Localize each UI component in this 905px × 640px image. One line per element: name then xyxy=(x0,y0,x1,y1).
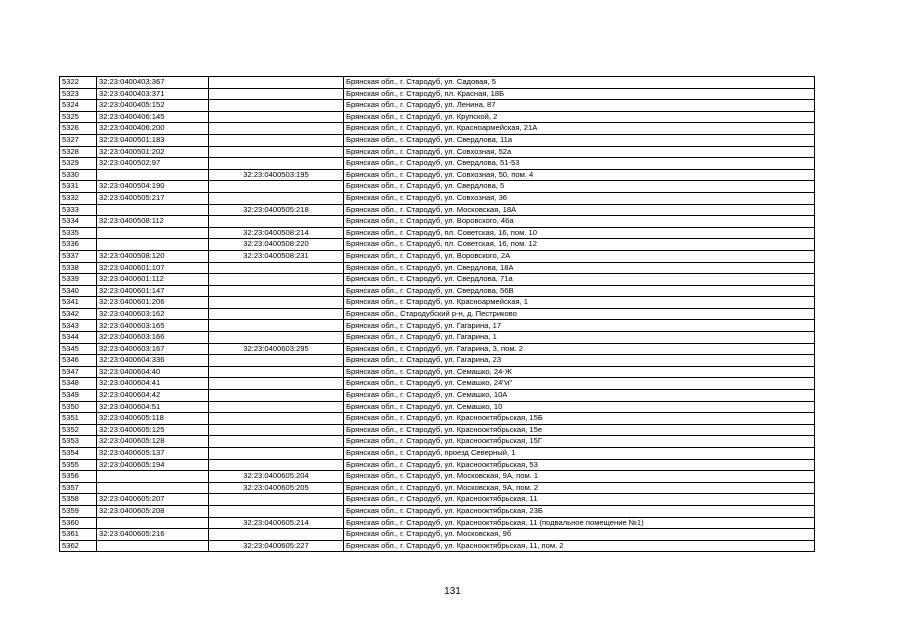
row-number-cell: 5337 xyxy=(60,250,97,262)
row-number-cell: 5353 xyxy=(60,436,97,448)
address-cell: Брянская обл., г. Стародуб, проезд Северный, 1 xyxy=(344,448,815,460)
row-number-cell: 5345 xyxy=(60,343,97,355)
table-row xyxy=(60,494,815,506)
address-cell: Брянская обл., г. Стародуб, ул. Московская, 18А xyxy=(344,204,815,216)
premises-cadastral-number-cell xyxy=(209,448,344,460)
table-row xyxy=(60,332,815,344)
cadastral-number-cell: 32:23:0400604:336 xyxy=(97,355,209,367)
address-cell: Брянская обл., г. Стародуб, ул. Совхозная, 36 xyxy=(344,192,815,204)
table-row xyxy=(60,297,815,309)
premises-cadastral-number-cell xyxy=(209,529,344,541)
table-row xyxy=(60,436,815,448)
address-cell: Брянская обл., г. Стародуб, ул. Свердлова, 71а xyxy=(344,274,815,286)
premises-cadastral-number-cell xyxy=(209,505,344,517)
address-cell: Брянская обл., г. Стародуб, ул. Ленина, 87 xyxy=(344,100,815,112)
table-row xyxy=(60,192,815,204)
table-row xyxy=(60,482,815,494)
premises-cadastral-number-cell: 32:23:0400508:231 xyxy=(209,250,344,262)
table-row xyxy=(60,471,815,483)
row-number-cell: 5328 xyxy=(60,146,97,158)
table-row xyxy=(60,366,815,378)
row-number-cell: 5346 xyxy=(60,355,97,367)
cadastral-number-cell: 32:23:0400502:97 xyxy=(97,158,209,170)
table-row xyxy=(60,308,815,320)
row-number-cell: 5323 xyxy=(60,88,97,100)
table-row xyxy=(60,320,815,332)
cadastral-number-cell: 32:23:0400604:42 xyxy=(97,390,209,402)
premises-cadastral-number-cell xyxy=(209,413,344,425)
row-number-cell: 5342 xyxy=(60,308,97,320)
premises-cadastral-number-cell xyxy=(209,100,344,112)
premises-cadastral-number-cell xyxy=(209,459,344,471)
address-cell: Брянская обл., г. Стародуб, ул. Краснооктябрьская, 11 (подвальное помещение №1) xyxy=(344,517,815,529)
premises-cadastral-number-cell: 32:23:0400508:220 xyxy=(209,239,344,251)
cadastral-number-cell xyxy=(97,204,209,216)
address-cell: Брянская обл., г. Стародуб, ул. Совхозная, 50, пом. 4 xyxy=(344,169,815,181)
table-row xyxy=(60,401,815,413)
address-cell: Брянская обл., г. Стародуб, ул. Московская, 9А, пом. 2 xyxy=(344,482,815,494)
row-number-cell: 5349 xyxy=(60,390,97,402)
row-number-cell: 5329 xyxy=(60,158,97,170)
premises-cadastral-number-cell xyxy=(209,308,344,320)
row-number-cell: 5335 xyxy=(60,227,97,239)
cadastral-number-cell xyxy=(97,239,209,251)
premises-cadastral-number-cell: 32:23:0400505:218 xyxy=(209,204,344,216)
registry-table-body xyxy=(60,77,815,552)
row-number-cell: 5354 xyxy=(60,448,97,460)
row-number-cell: 5357 xyxy=(60,482,97,494)
cadastral-number-cell: 32:23:0400601:107 xyxy=(97,262,209,274)
cadastral-number-cell: 32:23:0400505:217 xyxy=(97,192,209,204)
table-row xyxy=(60,158,815,170)
table-row xyxy=(60,227,815,239)
premises-cadastral-number-cell: 32:23:0400508:214 xyxy=(209,227,344,239)
cadastral-number-cell: 32:23:0400508:112 xyxy=(97,216,209,228)
row-number-cell: 5334 xyxy=(60,216,97,228)
cadastral-number-cell: 32:23:0400406:200 xyxy=(97,123,209,135)
cadastral-number-cell: 32:23:0400504:190 xyxy=(97,181,209,193)
cadastral-number-cell xyxy=(97,227,209,239)
premises-cadastral-number-cell xyxy=(209,424,344,436)
table-row xyxy=(60,146,815,158)
row-number-cell: 5358 xyxy=(60,494,97,506)
cadastral-number-cell: 32:23:0400501:202 xyxy=(97,146,209,158)
cadastral-number-cell: 32:23:0400604:51 xyxy=(97,401,209,413)
premises-cadastral-number-cell xyxy=(209,262,344,274)
table-row xyxy=(60,517,815,529)
address-cell: Брянская обл., г. Стародуб, ул. Гагарина, 17 xyxy=(344,320,815,332)
row-number-cell: 5350 xyxy=(60,401,97,413)
address-cell: Брянская обл., г. Стародуб, пл. Советская, 16, пом. 12 xyxy=(344,239,815,251)
page-number: 131 xyxy=(444,586,461,597)
premises-cadastral-number-cell xyxy=(209,401,344,413)
address-cell: Брянская обл., г. Стародуб, ул. Крупской, 2 xyxy=(344,111,815,123)
address-cell: Брянская обл., г. Стародуб, ул. Московская, 9б xyxy=(344,529,815,541)
table-row xyxy=(60,413,815,425)
premises-cadastral-number-cell xyxy=(209,378,344,390)
cadastral-number-cell: 32:23:0400601:147 xyxy=(97,285,209,297)
row-number-cell: 5338 xyxy=(60,262,97,274)
address-cell: Брянская обл., Стародубский р-н, д. Пестриково xyxy=(344,308,815,320)
cadastral-number-cell xyxy=(97,482,209,494)
cadastral-number-cell: 32:23:0400605:128 xyxy=(97,436,209,448)
premises-cadastral-number-cell: 32:23:0400605:227 xyxy=(209,540,344,552)
cadastral-number-cell: 32:23:0400403:371 xyxy=(97,88,209,100)
premises-cadastral-number-cell xyxy=(209,123,344,135)
row-number-cell: 5351 xyxy=(60,413,97,425)
row-number-cell: 5348 xyxy=(60,378,97,390)
cadastral-number-cell: 32:23:0400508:120 xyxy=(97,250,209,262)
cadastral-number-cell: 32:23:0400605:194 xyxy=(97,459,209,471)
registry-table xyxy=(59,76,815,552)
cadastral-number-cell xyxy=(97,517,209,529)
cadastral-number-cell: 32:23:0400406:145 xyxy=(97,111,209,123)
address-cell: Брянская обл., г. Стародуб, ул. Свердлова, 56В xyxy=(344,285,815,297)
cadastral-number-cell: 32:23:0400501:183 xyxy=(97,134,209,146)
premises-cadastral-number-cell xyxy=(209,134,344,146)
address-cell: Брянская обл., г. Стародуб, ул. Семашко, 24-Ж xyxy=(344,366,815,378)
table-row xyxy=(60,529,815,541)
cadastral-number-cell: 32:23:0400604:40 xyxy=(97,366,209,378)
row-number-cell: 5332 xyxy=(60,192,97,204)
row-number-cell: 5327 xyxy=(60,134,97,146)
cadastral-number-cell: 32:23:0400403:367 xyxy=(97,77,209,89)
cadastral-number-cell: 32:23:0400605:208 xyxy=(97,505,209,517)
premises-cadastral-number-cell xyxy=(209,192,344,204)
premises-cadastral-number-cell: 32:23:0400605:214 xyxy=(209,517,344,529)
row-number-cell: 5340 xyxy=(60,285,97,297)
table-row xyxy=(60,250,815,262)
table-row xyxy=(60,459,815,471)
table-row xyxy=(60,343,815,355)
address-cell: Брянская обл., г. Стародуб, ул. Садовая, 5 xyxy=(344,77,815,89)
address-cell: Брянская обл., г. Стародуб, ул. Московская, 9А, пом. 1 xyxy=(344,471,815,483)
address-cell: Брянская обл., г. Стародуб, ул. Гагарина, 23 xyxy=(344,355,815,367)
premises-cadastral-number-cell xyxy=(209,285,344,297)
premises-cadastral-number-cell xyxy=(209,158,344,170)
row-number-cell: 5356 xyxy=(60,471,97,483)
cadastral-number-cell xyxy=(97,169,209,181)
row-number-cell: 5344 xyxy=(60,332,97,344)
table-row xyxy=(60,204,815,216)
premises-cadastral-number-cell xyxy=(209,88,344,100)
premises-cadastral-number-cell xyxy=(209,111,344,123)
row-number-cell: 5352 xyxy=(60,424,97,436)
premises-cadastral-number-cell xyxy=(209,146,344,158)
cadastral-number-cell: 32:23:0400405:152 xyxy=(97,100,209,112)
premises-cadastral-number-cell: 32:23:0400605:204 xyxy=(209,471,344,483)
row-number-cell: 5362 xyxy=(60,540,97,552)
row-number-cell: 5330 xyxy=(60,169,97,181)
premises-cadastral-number-cell xyxy=(209,181,344,193)
row-number-cell: 5331 xyxy=(60,181,97,193)
cadastral-number-cell: 32:23:0400603:166 xyxy=(97,332,209,344)
row-number-cell: 5347 xyxy=(60,366,97,378)
cadastral-number-cell: 32:23:0400605:125 xyxy=(97,424,209,436)
cadastral-number-cell: 32:23:0400603:167 xyxy=(97,343,209,355)
address-cell: Брянская обл., г. Стародуб, ул. Свердлова, 5 xyxy=(344,181,815,193)
table-row xyxy=(60,285,815,297)
row-number-cell: 5360 xyxy=(60,517,97,529)
premises-cadastral-number-cell xyxy=(209,332,344,344)
address-cell: Брянская обл., г. Стародуб, пл. Красная, 18Б xyxy=(344,88,815,100)
address-cell: Брянская обл., г. Стародуб, ул. Семашко, 24"и" xyxy=(344,378,815,390)
row-number-cell: 5325 xyxy=(60,111,97,123)
row-number-cell: 5341 xyxy=(60,297,97,309)
table-row xyxy=(60,390,815,402)
table-row xyxy=(60,123,815,135)
row-number-cell: 5361 xyxy=(60,529,97,541)
premises-cadastral-number-cell xyxy=(209,366,344,378)
cadastral-number-cell: 32:23:0400605:207 xyxy=(97,494,209,506)
cadastral-number-cell: 32:23:0400605:216 xyxy=(97,529,209,541)
address-cell: Брянская обл., г. Стародуб, ул. Краснооктябрьская, 23Б xyxy=(344,505,815,517)
cadastral-number-cell xyxy=(97,540,209,552)
address-cell: Брянская обл., г. Стародуб, ул. Краснооктябрьская, 15е xyxy=(344,424,815,436)
address-cell: Брянская обл., г. Стародуб, ул. Гагарина, 3, пом. 2 xyxy=(344,343,815,355)
cadastral-number-cell: 32:23:0400603:165 xyxy=(97,320,209,332)
table-row xyxy=(60,111,815,123)
address-cell: Брянская обл., г. Стародуб, ул. Семашко, 10А xyxy=(344,390,815,402)
row-number-cell: 5339 xyxy=(60,274,97,286)
address-cell: Брянская обл., г. Стародуб, ул. Краснооктябрьская, 53 xyxy=(344,459,815,471)
address-cell: Брянская обл., г. Стародуб, ул. Свердлова, 11а xyxy=(344,134,815,146)
cadastral-number-cell: 32:23:0400605:118 xyxy=(97,413,209,425)
premises-cadastral-number-cell xyxy=(209,320,344,332)
address-cell: Брянская обл., г. Стародуб, ул. Красноармейская, 21А xyxy=(344,123,815,135)
premises-cadastral-number-cell xyxy=(209,297,344,309)
address-cell: Брянская обл., г. Стародуб, ул. Свердлова, 18А xyxy=(344,262,815,274)
table-row xyxy=(60,505,815,517)
row-number-cell: 5322 xyxy=(60,77,97,89)
table-row xyxy=(60,274,815,286)
address-cell: Брянская обл., г. Стародуб, ул. Краснооктябрьская, 15Б xyxy=(344,413,815,425)
row-number-cell: 5336 xyxy=(60,239,97,251)
cadastral-number-cell: 32:23:0400601:112 xyxy=(97,274,209,286)
table-row xyxy=(60,262,815,274)
cadastral-number-cell: 32:23:0400604:41 xyxy=(97,378,209,390)
row-number-cell: 5355 xyxy=(60,459,97,471)
table-row xyxy=(60,239,815,251)
table-row xyxy=(60,540,815,552)
address-cell: Брянская обл., г. Стародуб, ул. Семашко, 10 xyxy=(344,401,815,413)
address-cell: Брянская обл., г. Стародуб, ул. Красноармейская, 1 xyxy=(344,297,815,309)
cadastral-number-cell: 32:23:0400603:162 xyxy=(97,308,209,320)
address-cell: Брянская обл., г. Стародуб, ул. Краснооктябрьская, 15Г xyxy=(344,436,815,448)
row-number-cell: 5326 xyxy=(60,123,97,135)
premises-cadastral-number-cell xyxy=(209,390,344,402)
address-cell: Брянская обл., г. Стародуб, ул. Совхозная, 52а xyxy=(344,146,815,158)
cadastral-number-cell: 32:23:0400605:137 xyxy=(97,448,209,460)
address-cell: Брянская обл., г. Стародуб, пл. Советская, 16, пом. 10 xyxy=(344,227,815,239)
premises-cadastral-number-cell xyxy=(209,77,344,89)
cadastral-number-cell xyxy=(97,471,209,483)
row-number-cell: 5324 xyxy=(60,100,97,112)
row-number-cell: 5333 xyxy=(60,204,97,216)
table-row xyxy=(60,88,815,100)
table-row xyxy=(60,378,815,390)
table-row xyxy=(60,77,815,89)
table-row xyxy=(60,216,815,228)
premises-cadastral-number-cell: 32:23:0400603:295 xyxy=(209,343,344,355)
address-cell: Брянская обл., г. Стародуб, ул. Краснооктябрьская, 11, пом. 2 xyxy=(344,540,815,552)
premises-cadastral-number-cell xyxy=(209,274,344,286)
address-cell: Брянская обл., г. Стародуб, ул. Воровского, 46а xyxy=(344,216,815,228)
address-cell: Брянская обл., г. Стародуб, ул. Гагарина, 1 xyxy=(344,332,815,344)
premises-cadastral-number-cell: 32:23:0400605:205 xyxy=(209,482,344,494)
address-cell: Брянская обл., г. Стародуб, ул. Краснооктябрьская, 11 xyxy=(344,494,815,506)
premises-cadastral-number-cell xyxy=(209,355,344,367)
table-row xyxy=(60,134,815,146)
cadastral-number-cell: 32:23:0400601:206 xyxy=(97,297,209,309)
address-cell: Брянская обл., г. Стародуб, ул. Воровского, 2А xyxy=(344,250,815,262)
table-row xyxy=(60,448,815,460)
premises-cadastral-number-cell xyxy=(209,494,344,506)
row-number-cell: 5359 xyxy=(60,505,97,517)
premises-cadastral-number-cell xyxy=(209,436,344,448)
table-row xyxy=(60,424,815,436)
table-row xyxy=(60,169,815,181)
table-row xyxy=(60,100,815,112)
address-cell: Брянская обл., г. Стародуб, ул. Свердлова, 51-53 xyxy=(344,158,815,170)
premises-cadastral-number-cell: 32:23:0400503:195 xyxy=(209,169,344,181)
table-row xyxy=(60,181,815,193)
premises-cadastral-number-cell xyxy=(209,216,344,228)
row-number-cell: 5343 xyxy=(60,320,97,332)
table-row xyxy=(60,355,815,367)
